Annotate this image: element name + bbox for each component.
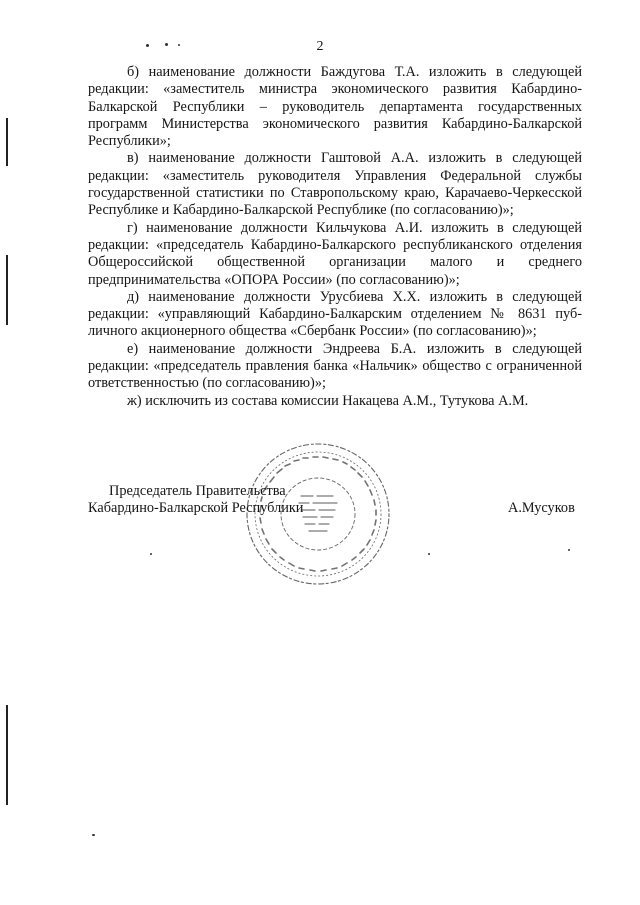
signature-position-line-1: Председатель Правительства	[109, 483, 286, 499]
scan-speck	[178, 44, 180, 46]
scan-speck	[92, 834, 95, 836]
signature-position	[88, 483, 348, 518]
signatory-name: А.Мусуков	[508, 500, 575, 516]
paragraph-d: д) наименование должности Урусбиева Х.Х. изложить в следующей редакции: «управляющий Кабардино-Балкарским отделением № 8631 публичного акционерного общества «Сбербанк России» (по согласованию)»;	[88, 288, 582, 340]
scan-edge-mark	[6, 705, 8, 805]
paragraph-zh: ж) исключить из состава комиссии Накацева А.М., Тутукова А.М.	[127, 392, 529, 409]
scan-speck	[568, 549, 570, 551]
scan-speck	[150, 553, 152, 555]
paragraph-e: е) наименование должности Эндреева Б.А. изложить в следующей редакции: «председатель правления банка «Нальчик» общество с ограниченной ответственностью (по согласованию)»;	[88, 340, 582, 392]
scan-speck	[146, 44, 149, 47]
document-body	[88, 64, 582, 410]
scan-edge-mark	[6, 118, 8, 166]
scan-speck	[165, 43, 168, 46]
paragraph-g: г) наименование должности Кильчукова А.И. изложить в следующей редакции: «председатель Кабардино-Балкарского республиканского отделения Общероссийской общественной организации малого и среднего предпринимательства «ОПОРА России» (по согласованию)»;	[88, 219, 582, 288]
signature-position-line-2: Кабардино-Балкарской Республики	[88, 500, 304, 517]
page-number: 2	[316, 39, 324, 54]
scan-edge-mark	[6, 255, 8, 325]
paragraph-v: в) наименование должности Гаштовой А.А. изложить в следующей редакции: «заместитель руководителя Управления Федеральной службы государственной статистики по Ставропольскому краю, Карачаево-Черкесской Республике и Кабардино-Балкарской Республике (по согласованию)»;	[88, 150, 582, 219]
scan-speck	[428, 553, 430, 555]
paragraph-b: б) наименование должности Баждугова Т.А. изложить в следующей редакции: «заместитель министра экономического развития Кабардино-Балкарской Республики – руководитель департамента государственных программ Министерства экономического развития Кабардино-Балкарской Республики»;	[88, 64, 582, 150]
